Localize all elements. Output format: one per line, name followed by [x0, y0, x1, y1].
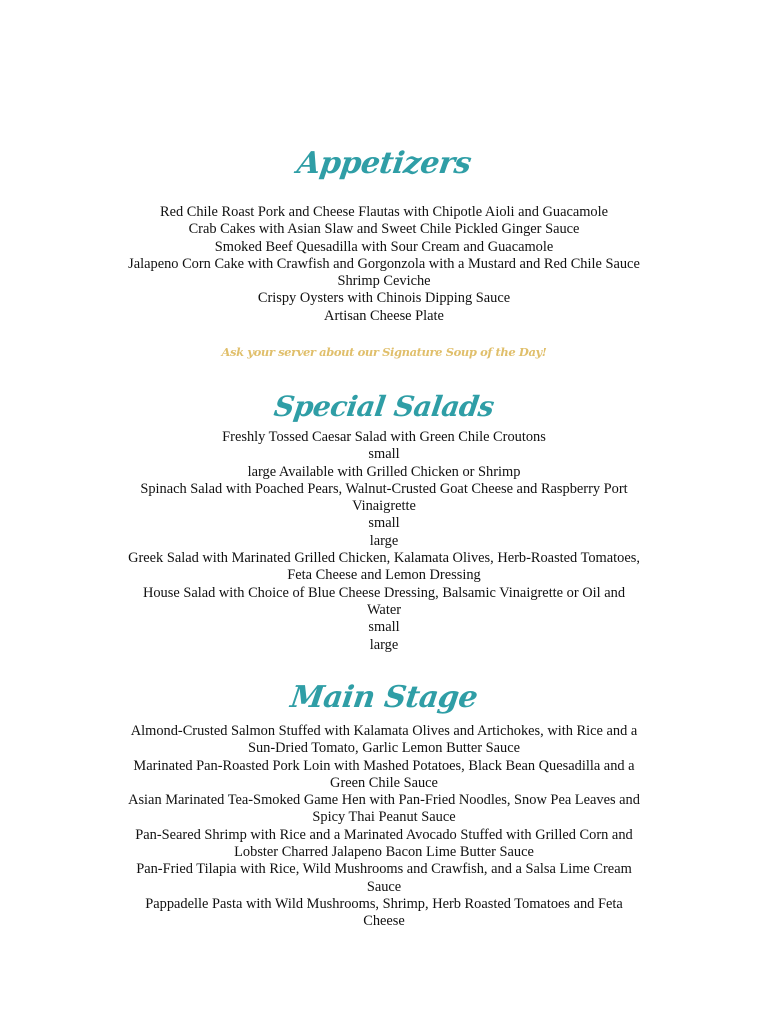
main-stage-heading: Main Stage: [288, 680, 480, 715]
list-item: Smoked Beef Quesadilla with Sour Cream and Guacamole: [214, 238, 554, 255]
list-item: Sun-Dried Tomato, Garlic Lemon Butter Sauce: [247, 740, 521, 757]
list-item: Spinach Salad with Poached Pears, Walnut-Crusted Goat Cheese and Raspberry Port: [140, 480, 628, 497]
list-item: Crab Cakes with Asian Slaw and Sweet Chile Pickled Ginger Sauce: [188, 221, 580, 238]
list-item: Almond-Crusted Salmon Stuffed with Kalamata Olives and Artichokes, with Rice and a: [130, 723, 638, 739]
list-item: Vinaigrette: [352, 498, 416, 515]
list-item: Pan-Fried Tilapia with Rice, Wild Mushrooms and Crawfish, and a Salsa Lime Cream: [136, 861, 632, 878]
list-item: small: [368, 619, 400, 636]
list-item: Cheese: [363, 913, 405, 930]
list-item: Sauce: [366, 878, 402, 895]
list-item: Spicy Thai Peanut Sauce: [312, 809, 456, 826]
list-item: Asian Marinated Tea-Smoked Game Hen with Pan-Fried Noodles, Snow Pea Leaves and: [128, 792, 640, 809]
list-item: Pappadelle Pasta with Wild Mushrooms, Shrimp, Herb Roasted Tomatoes and Feta: [145, 895, 623, 912]
list-item: Marinated Pan-Roasted Pork Loin with Mashed Potatoes, Black Bean Quesadilla and a: [133, 757, 635, 774]
list-item: Jalapeno Corn Cake with Crawfish and Gorgonzola with a Mustard and Red Chile Sauce: [128, 255, 640, 272]
soup-of-the-day-note: Ask your server about our Signature Soup of the Day!: [221, 345, 547, 359]
list-item: Shrimp Ceviche: [337, 273, 431, 290]
list-item: Pan-Seared Shrimp with Rice and a Marinated Avocado Stuffed with Grilled Corn and: [135, 826, 633, 843]
special-salads-list: [84, 429, 684, 654]
list-item: Freshly Tossed Caesar Salad with Green Chile Croutons: [222, 429, 546, 445]
appetizers-heading: Appetizers: [294, 146, 474, 181]
list-item: small: [368, 446, 400, 463]
list-item: Feta Cheese and Lemon Dressing: [287, 567, 481, 584]
special-salads-heading: Special Salads: [272, 390, 496, 423]
list-item: Red Chile Roast Pork and Cheese Flautas with Chipotle Aioli and Guacamole: [159, 204, 609, 220]
list-item: Water: [367, 601, 401, 618]
list-item: Green Chile Sauce: [330, 774, 438, 791]
main-stage-list: [84, 723, 684, 931]
list-item: House Salad with Choice of Blue Cheese Dressing, Balsamic Vinaigrette or Oil and: [142, 584, 626, 601]
list-item: Crispy Oysters with Chinois Dipping Sauce: [257, 290, 511, 307]
appetizers-list: [84, 204, 684, 325]
list-item: Artisan Cheese Plate: [324, 307, 444, 324]
list-item: large: [369, 532, 399, 549]
list-item: large: [369, 636, 399, 653]
list-item: Lobster Charred Jalapeno Bacon Lime Butter Sauce: [234, 844, 534, 861]
list-item: small: [368, 515, 400, 532]
list-item: large Available with Grilled Chicken or Shrimp: [247, 463, 521, 480]
list-item: Greek Salad with Marinated Grilled Chicken, Kalamata Olives, Herb-Roasted Tomatoes,: [128, 550, 640, 567]
